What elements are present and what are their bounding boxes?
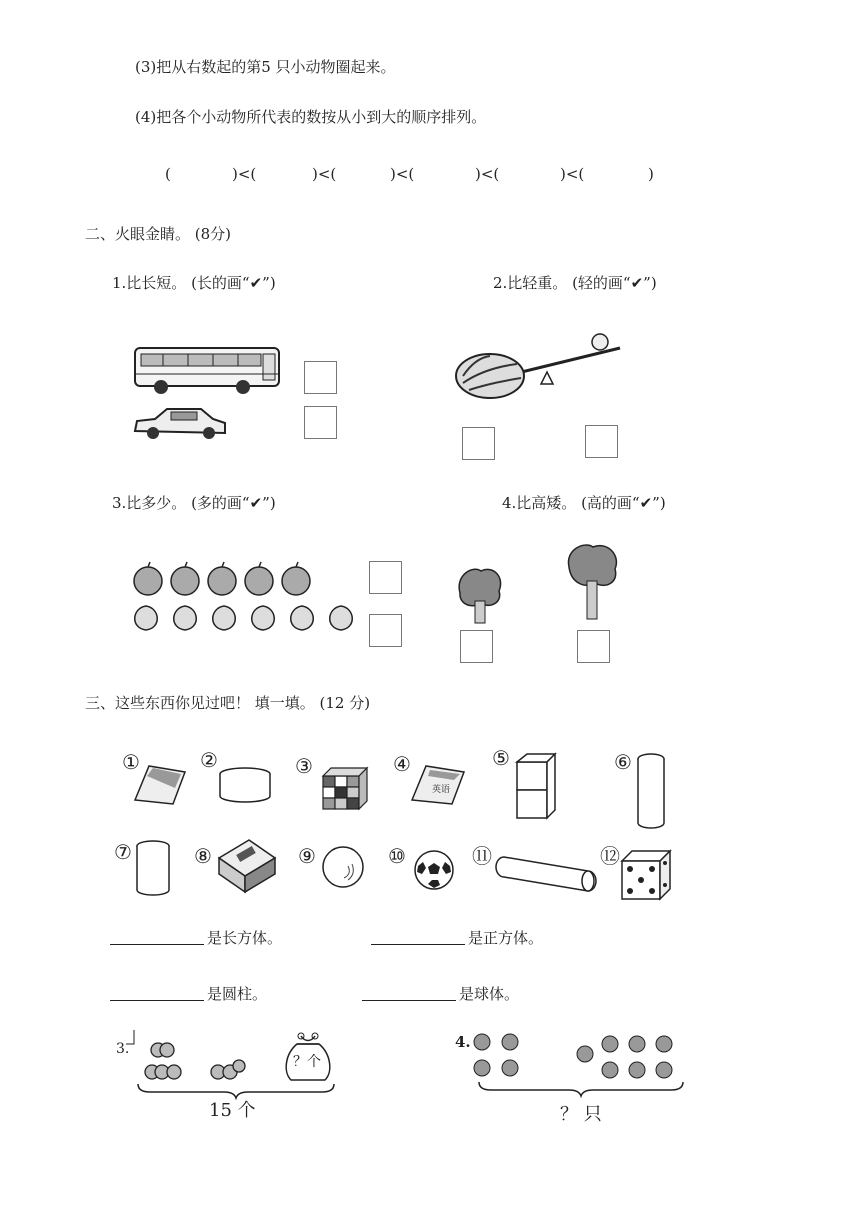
seesaw-image bbox=[455, 328, 625, 408]
ball-image bbox=[322, 846, 366, 890]
cuboid-label: 是长方体。 bbox=[207, 929, 283, 947]
sphere-label: 是球体。 bbox=[459, 985, 520, 1003]
cube-label: 是正方体。 bbox=[468, 929, 544, 947]
book-4-title: 英语 bbox=[432, 785, 451, 795]
soccer-ball-icon bbox=[414, 850, 456, 892]
apples-group-image bbox=[140, 1038, 245, 1086]
marker-3: ③ bbox=[295, 754, 313, 778]
peach-checkbox[interactable] bbox=[585, 425, 618, 458]
tall-cylinder-image bbox=[636, 753, 668, 831]
problem-3-total: 15 个 bbox=[209, 1100, 256, 1121]
short-tree-image bbox=[455, 565, 505, 625]
peach-row bbox=[130, 602, 365, 636]
mystery-bag-text: ？个 bbox=[293, 1054, 321, 1070]
compare-length-label: 1.比长短。 (长的画“✔”) bbox=[112, 274, 276, 292]
watermelon-checkbox[interactable] bbox=[462, 427, 495, 460]
short-cylinder-image bbox=[218, 766, 273, 806]
marker-10: ⑩ bbox=[388, 844, 406, 868]
marker-8: ⑧ bbox=[194, 844, 212, 868]
marker-9: ⑨ bbox=[298, 844, 316, 868]
order-paren: )<( bbox=[560, 165, 585, 183]
marker-2: ② bbox=[200, 748, 218, 772]
car-checkbox[interactable] bbox=[304, 406, 337, 439]
watermelon-icon bbox=[456, 354, 524, 398]
peach-icon bbox=[592, 334, 608, 350]
problem-4-label: 4. bbox=[455, 1033, 471, 1051]
marker-11: ⑪ bbox=[472, 844, 492, 868]
squirrels-image bbox=[472, 1030, 687, 1086]
marker-7: ⑦ bbox=[114, 840, 132, 864]
order-paren: )<( bbox=[390, 165, 415, 183]
brace-4 bbox=[477, 1080, 687, 1100]
apples-checkbox[interactable] bbox=[369, 561, 402, 594]
tall-tree-checkbox[interactable] bbox=[577, 630, 610, 663]
question-3-text: (3)把从右数起的第5 只小动物圈起来。 bbox=[135, 58, 396, 76]
order-paren: )<( bbox=[475, 165, 500, 183]
peaches-checkbox[interactable] bbox=[369, 614, 402, 647]
order-paren: )<( bbox=[312, 165, 337, 183]
order-paren: )<( bbox=[232, 165, 257, 183]
compare-weight-label: 2.比轻重。 (轻的画“✔”) bbox=[493, 274, 657, 292]
cylinder-blank[interactable] bbox=[110, 1000, 204, 1001]
order-paren: ) bbox=[648, 165, 654, 183]
rubiks-cube-image bbox=[321, 766, 369, 812]
car-image bbox=[133, 405, 228, 441]
lying-cylinder-image bbox=[496, 853, 598, 895]
brace-3 bbox=[136, 1082, 336, 1098]
marker-6: ⑥ bbox=[614, 750, 632, 774]
marker-1: ① bbox=[122, 750, 140, 774]
cylinder-label: 是圆柱。 bbox=[207, 985, 268, 1003]
book-1-image bbox=[133, 762, 188, 806]
cube-blank[interactable] bbox=[371, 944, 465, 945]
tall-tree-image bbox=[565, 543, 620, 621]
cuboid-image bbox=[515, 752, 557, 820]
section-2-title: 二、火眼金睛。 (8分) bbox=[85, 225, 232, 243]
marker-12: ⑫ bbox=[600, 844, 620, 868]
compare-quantity-label: 3.比多少。 (多的画“✔”) bbox=[112, 494, 276, 512]
cuboid-blank[interactable] bbox=[110, 944, 204, 945]
marker-4: ④ bbox=[393, 752, 411, 776]
order-paren: ( bbox=[165, 165, 171, 183]
bus-checkbox[interactable] bbox=[304, 361, 337, 394]
dictionary-image bbox=[215, 836, 277, 894]
problem-3-label: 3. bbox=[116, 1041, 130, 1057]
apple-row bbox=[132, 564, 312, 596]
problem-4-total: ？ 只 bbox=[560, 1104, 602, 1125]
section-3-title: 三、这些东西你见过吧！ 填一填。 (12 分) bbox=[85, 694, 371, 712]
compare-height-label: 4.比高矮。 (高的画“✔”) bbox=[502, 494, 666, 512]
question-4-text: (4)把各个小动物所代表的数按从小到大的顺序排列。 bbox=[135, 108, 487, 126]
bus-image bbox=[133, 344, 283, 396]
bracket-mark bbox=[126, 1030, 136, 1046]
dice-image bbox=[620, 849, 672, 901]
wide-cylinder-image bbox=[135, 840, 175, 898]
short-tree-checkbox[interactable] bbox=[460, 630, 493, 663]
sphere-blank[interactable] bbox=[362, 1000, 456, 1001]
book-4-image bbox=[410, 762, 468, 806]
marker-5: ⑤ bbox=[492, 746, 510, 770]
